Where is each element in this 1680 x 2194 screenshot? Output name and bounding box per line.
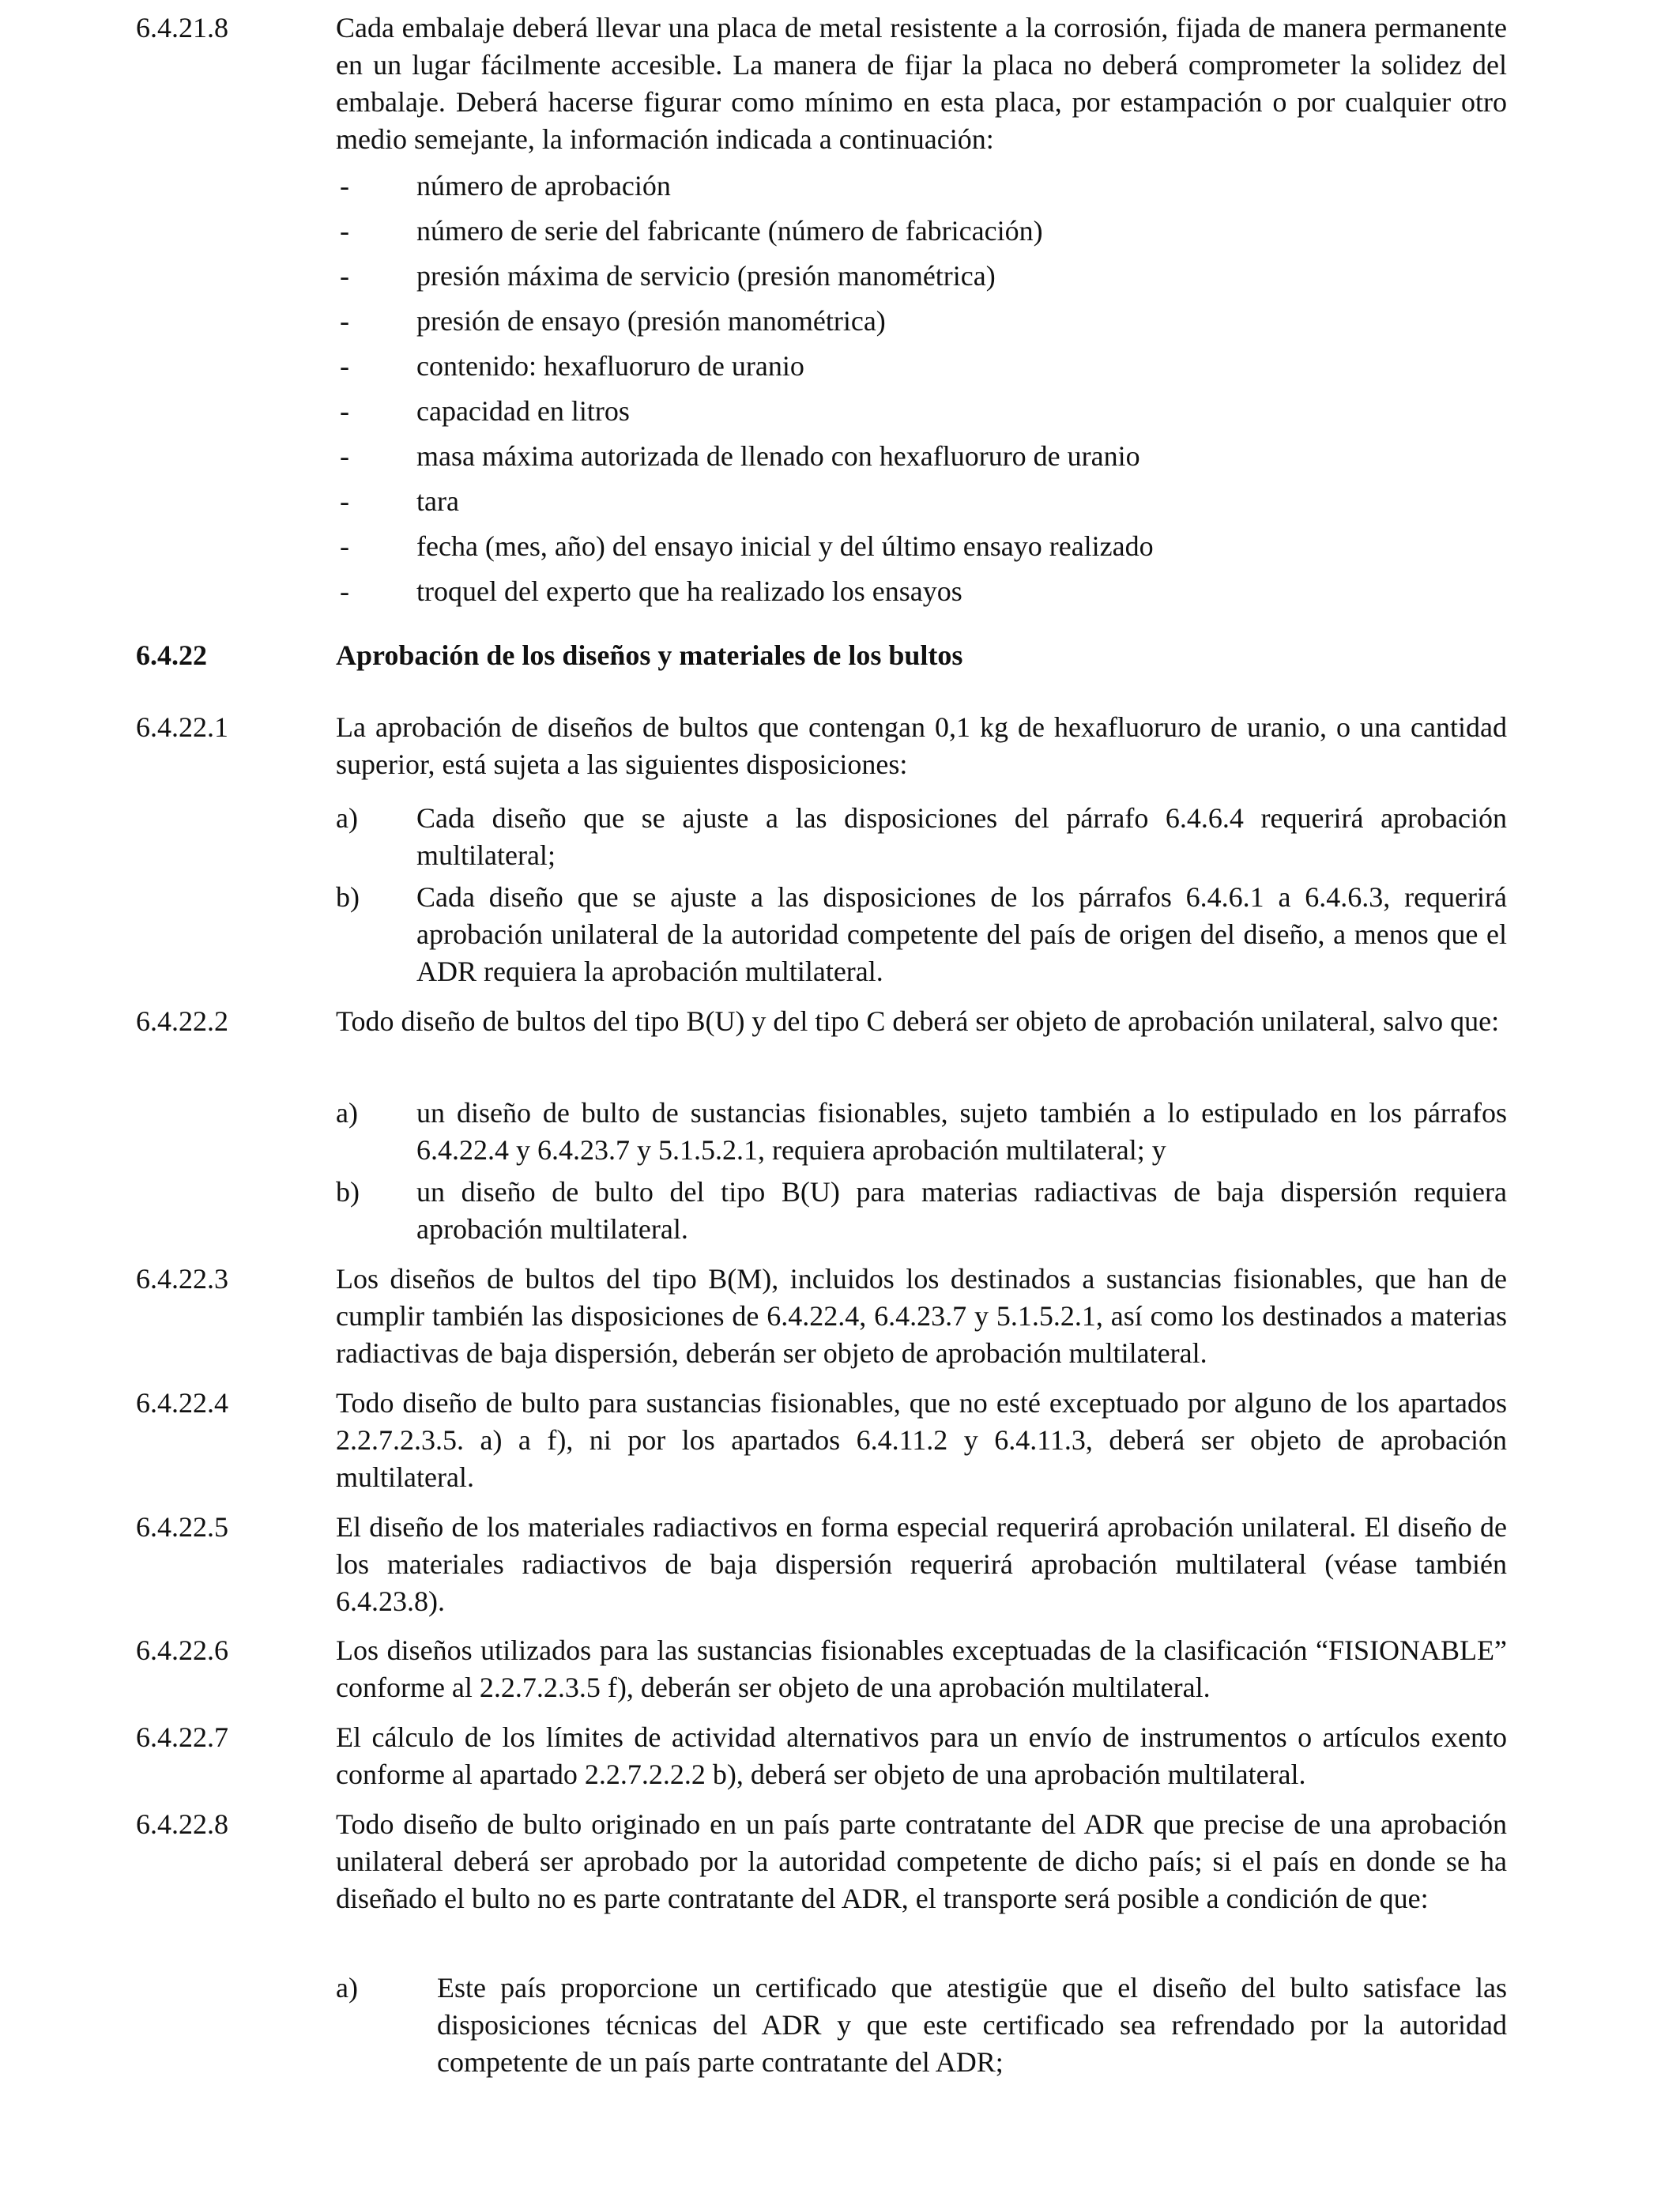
- list-item: [0, 879, 1680, 990]
- list-item: [0, 303, 1680, 348]
- list-item: [0, 168, 1680, 213]
- list-item-text: contenido: hexafluoruro de uranio: [416, 350, 804, 382]
- list-marker: -: [340, 440, 349, 472]
- paragraph-number: 6.4.22.3: [136, 1263, 228, 1295]
- list-item-text: masa máxima autorizada de llenado con hexafluoruro de uranio: [416, 440, 1140, 472]
- section-number: 6.4.22: [136, 639, 207, 671]
- list-item-text: tara: [416, 485, 459, 517]
- list-item-text: número de serie del fabricante (número de fabricación): [416, 215, 1043, 247]
- list-item-text: número de aprobación: [416, 170, 671, 202]
- list-item-text: troquel del experto que ha realizado los ensayos: [416, 575, 962, 607]
- paragraph-number: 6.4.21.8: [136, 12, 228, 43]
- list-item: [0, 1174, 1680, 1248]
- section-heading-6-4-22: [0, 637, 1680, 674]
- list-item-text: Cada diseño que se ajuste a las disposiciones de los párrafos 6.4.6.1 a 6.4.6.3, requerirá aprobación unilateral de la autoridad competente del país de origen del diseño, a menos que el ADR requiera la aprobación multilateral.: [416, 881, 1507, 987]
- list-marker: a): [336, 802, 358, 834]
- list-marker: -: [340, 260, 349, 292]
- paragraph-6-4-22-4: [0, 1385, 1680, 1496]
- paragraph-number: 6.4.22.7: [136, 1721, 228, 1753]
- paragraph-text: Los diseños de bultos del tipo B(M), incluidos los destinados a sustancias fisionables, que han de cumplir también las disposiciones de 6.4.22.4, 6.4.23.7 y 5.1.5.2.1, así como los destinados a materias radiactivas de baja dispersión, deberán ser objeto de aprobación multilateral.: [336, 1263, 1507, 1369]
- list-item: [0, 483, 1680, 528]
- paragraph-6-4-22-2-list: [0, 1095, 1680, 1248]
- list-marker: -: [340, 395, 349, 427]
- paragraph-number: 6.4.22.4: [136, 1387, 228, 1419]
- paragraph-text: Todo diseño de bulto para sustancias fisionables, que no esté exceptuado por alguno de los apartados 2.2.7.2.3.5. a) a f), ni por los apartados 6.4.11.2 y 6.4.11.3, deberá ser objeto de aprobación multilateral.: [336, 1387, 1507, 1493]
- list-item: [0, 1970, 1680, 2081]
- list-item-text: Cada diseño que se ajuste a las disposiciones del párrafo 6.4.6.4 requerirá aprobación multilateral;: [416, 802, 1507, 871]
- list-marker: -: [340, 530, 349, 562]
- list-marker: a): [336, 1972, 358, 2004]
- paragraph-number: 6.4.22.1: [136, 711, 228, 743]
- paragraph-text: El diseño de los materiales radiactivos en forma especial requerirá aprobación unilateral. El diseño de los materiales radiactivos de baja dispersión requerirá aprobación multilateral (véase también 6.4.23.8).: [336, 1511, 1507, 1617]
- list-item-text: Este país proporcione un certificado que atestigüe que el diseño del bulto satisface las disposiciones técnicas del ADR y que este certificado sea refrendado por la autoridad competente de un país parte contratante del ADR;: [437, 1972, 1507, 2078]
- marking-list: [0, 168, 1680, 618]
- paragraph-6-4-22-1-list: [0, 800, 1680, 990]
- paragraph-6-4-22-6: [0, 1632, 1680, 1706]
- list-marker: -: [340, 485, 349, 517]
- paragraph-number: 6.4.22.5: [136, 1511, 228, 1543]
- paragraph-6-4-22-1: [0, 709, 1680, 783]
- list-item-text: un diseño de bulto del tipo B(U) para materias radiactivas de baja dispersión requiera aprobación multilateral.: [416, 1176, 1507, 1245]
- list-item: [0, 348, 1680, 393]
- paragraph-number: 6.4.22.2: [136, 1005, 228, 1037]
- list-item: [0, 213, 1680, 258]
- list-marker: -: [340, 575, 349, 607]
- list-item-text: capacidad en litros: [416, 395, 630, 427]
- list-marker: a): [336, 1097, 358, 1129]
- paragraph-text: El cálculo de los límites de actividad alternativos para un envío de instrumentos o artículos exento conforme al apartado 2.2.7.2.2.2 b), deberá ser objeto de una aprobación multilateral.: [336, 1721, 1507, 1790]
- list-item: [0, 1095, 1680, 1169]
- paragraph-6-4-22-3: [0, 1261, 1680, 1372]
- list-item-text: un diseño de bulto de sustancias fisionables, sujeto también a lo estipulado en los párrafos 6.4.22.4 y 6.4.23.7 y 5.1.5.2.1, requiera aprobación multilateral; y: [416, 1097, 1507, 1166]
- paragraph-number: 6.4.22.6: [136, 1634, 228, 1666]
- list-marker: -: [340, 170, 349, 202]
- paragraph-text: La aprobación de diseños de bultos que contengan 0,1 kg de hexafluoruro de uranio, o una cantidad superior, está sujeta a las siguientes disposiciones:: [336, 711, 1507, 780]
- list-item: [0, 438, 1680, 483]
- paragraph-6-4-22-5: [0, 1509, 1680, 1620]
- section-title: Aprobación de los diseños y materiales de los bultos: [336, 639, 963, 671]
- list-item: [0, 800, 1680, 874]
- list-item-text: presión de ensayo (presión manométrica): [416, 305, 886, 337]
- paragraph-6-4-21-8: [0, 9, 1680, 158]
- paragraph-text: Los diseños utilizados para las sustancias fisionables exceptuadas de la clasificación “FISIONABLE” conforme al 2.2.7.2.3.5 f), deberán ser objeto de una aprobación multilateral.: [336, 1634, 1507, 1703]
- list-marker: b): [336, 881, 360, 913]
- list-item: [0, 258, 1680, 303]
- paragraph-6-4-22-2: [0, 1003, 1680, 1040]
- paragraph-text: Cada embalaje deberá llevar una placa de metal resistente a la corrosión, fijada de manera permanente en un lugar fácilmente accesible. La manera de fijar la placa no deberá comprometer la solidez del embalaje. Deberá hacerse figurar como mínimo en esta placa, por estampación o por cualquier otro medio semejante, la información indicada a continuación:: [336, 12, 1507, 155]
- paragraph-text: Todo diseño de bultos del tipo B(U) y del tipo C deberá ser objeto de aprobación unilateral, salvo que:: [336, 1005, 1500, 1037]
- paragraph-text: Todo diseño de bulto originado en un país parte contratante del ADR que precise de una aprobación unilateral deberá ser aprobado por la autoridad competente de dicho país; si el país en donde se ha diseñado el bulto no es parte contratante del ADR, el transporte será posible a condición de que:: [336, 1808, 1507, 1914]
- list-marker: b): [336, 1176, 360, 1208]
- list-item: [0, 528, 1680, 573]
- list-marker: -: [340, 305, 349, 337]
- list-marker: -: [340, 215, 349, 247]
- paragraph-6-4-22-8-list: [0, 1970, 1680, 2081]
- list-marker: -: [340, 350, 349, 382]
- paragraph-6-4-22-8: [0, 1806, 1680, 1917]
- list-item: [0, 573, 1680, 618]
- list-item-text: fecha (mes, año) del ensayo inicial y del último ensayo realizado: [416, 530, 1154, 562]
- list-item: [0, 393, 1680, 438]
- list-item-text: presión máxima de servicio (presión manométrica): [416, 260, 996, 292]
- paragraph-6-4-22-7: [0, 1719, 1680, 1793]
- paragraph-number: 6.4.22.8: [136, 1808, 228, 1840]
